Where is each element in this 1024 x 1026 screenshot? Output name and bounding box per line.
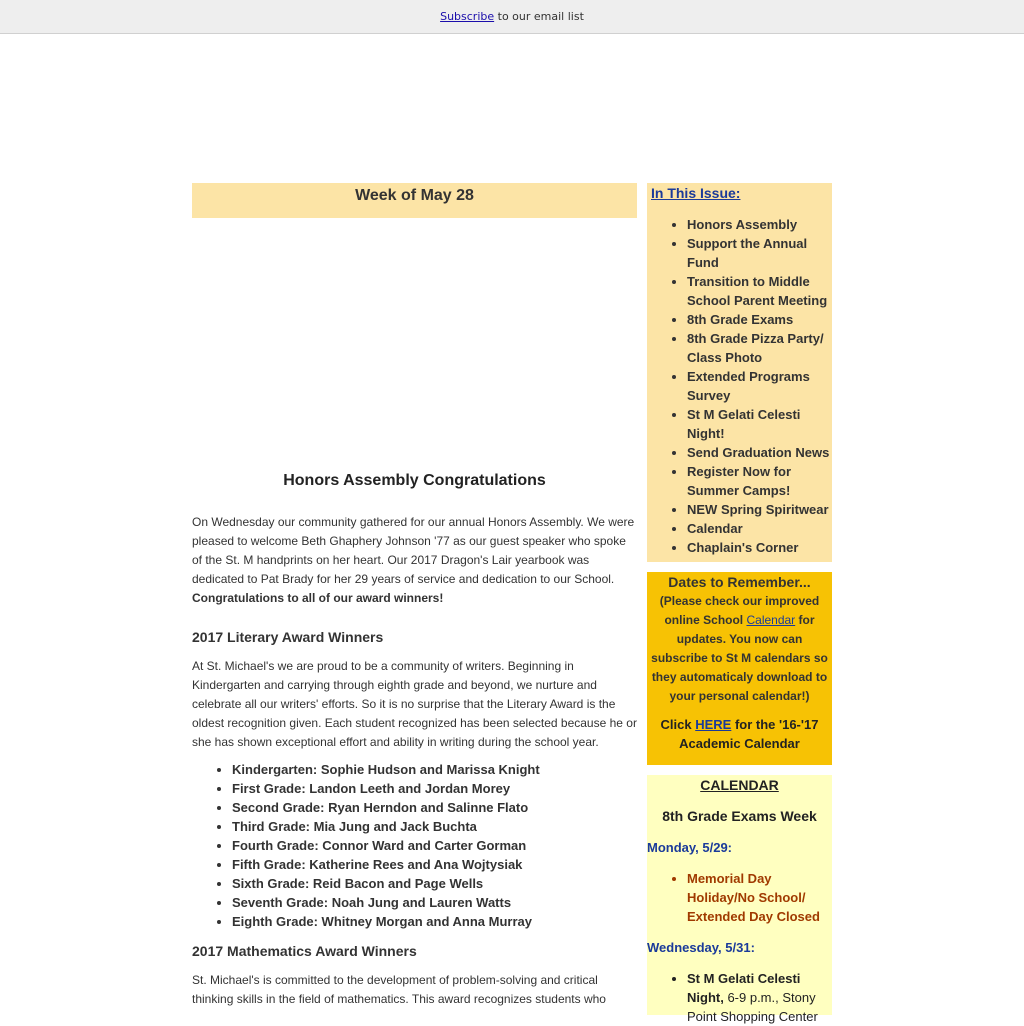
issue-item[interactable]: • Send Graduation News	[687, 443, 832, 462]
literary-text: At St. Michael's we are proud to be a community of writers. Beginning in Kindergarten and carrying through eighth grade and beyond, we nurture and celebrate all our writers' efforts. So it is no surprise that the Literary Award is the oldest recognition given. Each student recognized has been selected because he or she has shown exceptional effort and ability in writing during the school year.	[192, 659, 637, 749]
calendar-link[interactable]: Calendar	[746, 613, 796, 627]
issue-list	[647, 215, 832, 557]
calendar-day: Monday, 5/29:	[647, 840, 733, 855]
award-winner-item: • Fifth Grade: Katherine Rees and Ana Wojtysiak	[232, 855, 637, 874]
award-winner-item: • Fourth Grade: Connor Ward and Carter Gorman	[232, 836, 637, 855]
calendar-week: 8th Grade Exams Week	[662, 808, 817, 824]
award-winner-item: • Kindergarten: Sophie Hudson and Marissa Knight	[232, 760, 637, 779]
calendar-event: • St M Gelati Celesti Night, 6-9 p.m., Stony Point Shopping Center	[687, 969, 832, 1026]
dates-title: Dates to Remember...	[668, 574, 811, 590]
subscribe-bar	[0, 0, 1024, 34]
math-heading: 2017 Mathematics Award Winners	[192, 943, 417, 959]
award-winner-item: • Sixth Grade: Reid Bacon and Page Wells	[232, 874, 637, 893]
in-this-issue-box	[647, 183, 832, 562]
congrats-text: Congratulations to all of our award winners!	[192, 591, 444, 605]
issue-item[interactable]: • Chaplain's Corner	[687, 538, 832, 557]
issue-item[interactable]: • St M Gelati Celesti Night!	[687, 405, 832, 443]
issue-item[interactable]: • 8th Grade Pizza Party/ Class Photo	[687, 329, 832, 367]
issue-item[interactable]: • Extended Programs Survey	[687, 367, 832, 405]
subscribe-text: to our email list	[494, 10, 584, 23]
calendar-event: • Memorial Day Holiday/No School/ Extended Day Closed	[687, 869, 832, 926]
issue-item[interactable]: • Transition to Middle School Parent Meeting	[687, 272, 832, 310]
award-winner-item: • Third Grade: Mia Jung and Jack Buchta	[232, 817, 637, 836]
subscribe-link[interactable]: Subscribe	[440, 10, 495, 23]
award-winner-item: • Eighth Grade: Whitney Morgan and Anna Murray	[232, 912, 637, 931]
dates-text: (Please check our improved online School Calendar for updates. You now can subscribe to St M calendars so they automaticaly download to your personal calendar!)	[651, 594, 828, 703]
intro-paragraph: On Wednesday our community gathered for our annual Honors Assembly. We were pleased to welcome Beth Ghaphery Johnson '77 as our guest speaker who spoke of the St. M handprints on her heart. Our 2017 Dragon's Lair yearbook was dedicated to Pat Brady for her 29 years of service and dedication to our School. Congratulations to all of our award winners!	[192, 515, 635, 605]
issue-item[interactable]: • 8th Grade Exams	[687, 310, 832, 329]
article-heading: Honors Assembly Congratulations	[283, 472, 546, 489]
math-text: St. Michael's is committed to the development of problem-solving and critical thinking skills in the field of mathematics. This award recognizes students who	[192, 973, 606, 1006]
award-winner-item: • Seventh Grade: Noah Jung and Lauren Watts	[232, 893, 637, 912]
award-winner-item: • Second Grade: Ryan Herndon and Salinne Flato	[232, 798, 637, 817]
issue-item[interactable]: • Calendar	[687, 519, 832, 538]
sidebar	[647, 183, 832, 1024]
award-winner-item: • First Grade: Landon Leeth and Jordan Morey	[232, 779, 637, 798]
literary-winners-list	[192, 760, 637, 931]
literary-heading: 2017 Literary Award Winners	[192, 629, 384, 645]
here-link[interactable]: HERE	[695, 717, 732, 732]
in-this-issue-link[interactable]: In This Issue:	[651, 185, 741, 201]
calendar-box	[647, 775, 832, 1024]
issue-item[interactable]: • Support the Annual Fund	[687, 234, 832, 272]
main-column	[192, 183, 637, 1009]
issue-item[interactable]: • NEW Spring Spiritwear	[687, 500, 832, 519]
issue-item[interactable]: • Honors Assembly	[687, 215, 832, 234]
calendar-day: Wednesday, 5/31:	[647, 940, 755, 955]
dates-to-remember-box	[647, 572, 832, 765]
issue-item[interactable]: • Register Now for Summer Camps!	[687, 462, 832, 500]
academic-calendar-text: Click HERE for the '16-'17 Academic Calendar	[660, 717, 819, 751]
calendar-title: CALENDAR	[700, 777, 779, 793]
week-title: Week of May 28	[192, 183, 637, 218]
